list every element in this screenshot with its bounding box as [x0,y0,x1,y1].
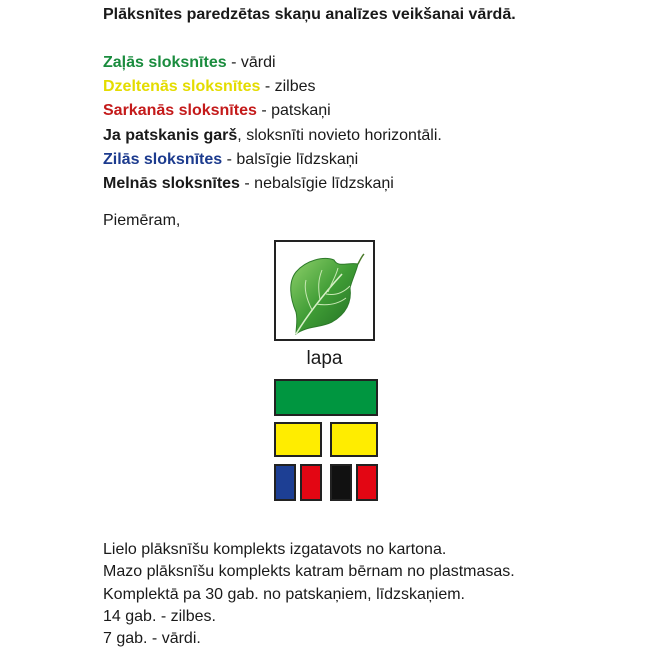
sound-strip-voiced-consonant [274,464,296,501]
example-intro: Piemēram, [103,212,181,229]
word-strip [274,379,378,416]
legend-row-green [103,51,442,75]
legend-label: Dzeltenās sloksnītes [103,78,261,96]
kit-info [103,539,515,650]
legend-row-long-vowel [103,124,442,148]
legend-label: Ja patskanis garš [103,126,238,144]
legend-text: - balsīgie līdzskaņi [222,150,359,168]
legend-text: , sloksnīti novieto horizontāli. [237,126,442,144]
syllable-strip [330,422,378,457]
legend-label: Sarkanās sloksnītes [103,102,257,120]
legend-text: - vārdi [226,54,276,71]
legend-row-blue [103,148,442,172]
legend-text: - patskaņi [256,102,331,120]
example-word: lapa [306,348,343,369]
picture-card [274,240,375,341]
legend-text: - zilbes [260,78,316,96]
legend-row-black [103,172,442,196]
syllable-strip [274,422,322,457]
legend-row-yellow [103,75,442,99]
legend-label: Melnās sloksnītes [103,175,240,193]
legend-label: Zilās sloksnītes [103,150,223,168]
legend-row-red [103,99,442,123]
info-line: Lielo plāksnīšu komplekts izgatavots no kartona. [103,541,447,558]
info-line: 7 gab. - vārdi. [103,630,201,648]
page-title: Plāksnītes paredzētas skaņu analīzes veikšanai vārdā. [103,6,516,23]
sound-strip-vowel [356,464,378,501]
color-legend [103,51,442,196]
legend-label: Zaļās sloksnītes [103,54,227,71]
sound-strip-vowel [300,464,322,501]
leaf-icon [276,242,373,339]
sound-strip-voiceless-consonant [330,464,352,501]
info-line: Mazo plāksnīšu komplekts katram bērnam no plastmasas. [103,563,515,581]
info-line: Komplektā pa 30 gab. no patskaņiem, līdzskaņiem. [103,585,465,603]
info-line: 14 gab. - zilbes. [103,607,216,625]
legend-text: - nebalsīgie līdzskaņi [239,175,394,193]
